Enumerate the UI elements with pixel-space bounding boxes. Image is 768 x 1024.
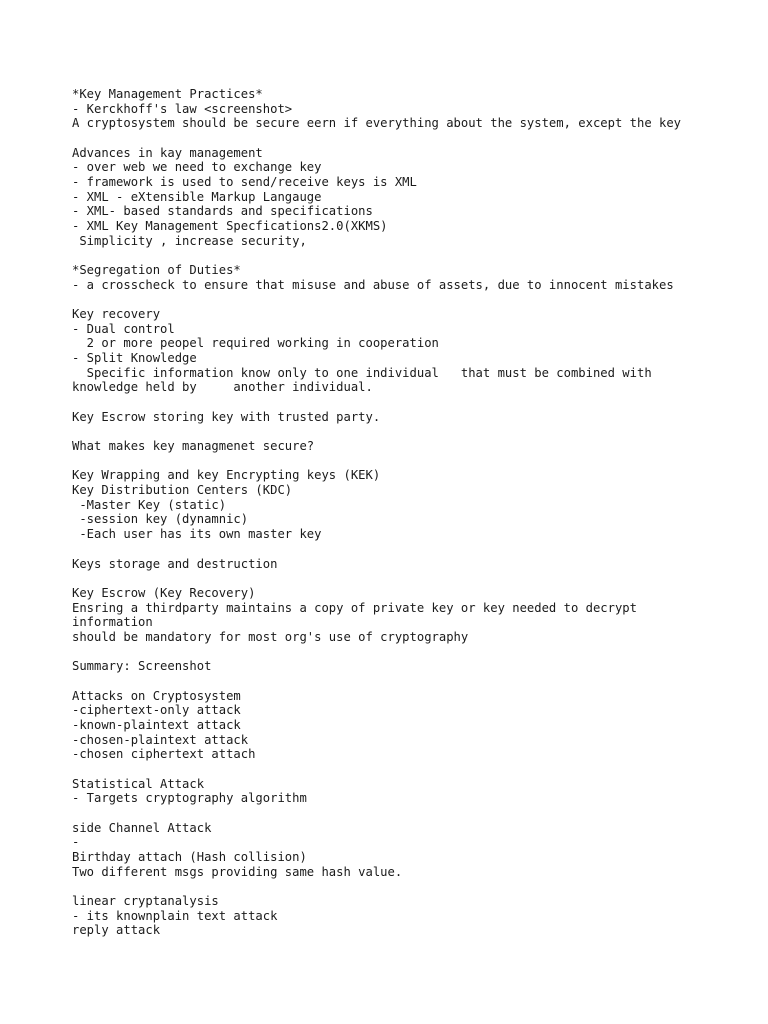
text-line: Keys storage and destruction — [72, 556, 278, 571]
text-line: - framework is used to send/receive keys is XML — [72, 175, 417, 190]
text-line: *Segregation of Duties* — [72, 263, 241, 278]
text-line: Advances in kay management — [72, 145, 263, 160]
text-line: Two different msgs providing same hash value. — [72, 864, 403, 879]
blank-line — [72, 571, 752, 586]
blank-line — [72, 879, 752, 894]
document-page — [72, 87, 752, 938]
text-line: Key Wrapping and key Encrypting keys (KEK) — [72, 468, 381, 483]
blank-line — [72, 762, 752, 777]
blank-line — [72, 131, 752, 146]
text-line: - XML- based standards and specifications — [72, 204, 373, 219]
text-line: Birthday attach (Hash collision) — [72, 849, 307, 864]
text-line: Key Escrow (Key Recovery) — [72, 585, 256, 600]
text-line: - Split Knowledge — [72, 351, 197, 366]
text-line: Key Escrow storing key with trusted party. — [72, 409, 381, 424]
text-line: Attacks on Cryptosystem — [72, 688, 241, 703]
blank-line — [72, 645, 752, 660]
blank-line — [72, 395, 752, 410]
text-line: - XML - eXtensible Markup Langauge — [72, 189, 322, 204]
text-line: - a crosscheck to ensure that misuse and abuse of assets, due to innocent mistakes — [72, 277, 674, 292]
text-line: Key Distribution Centers (KDC) — [72, 483, 293, 498]
text-line: - Targets cryptography algorithm — [72, 791, 307, 806]
text-line: linear cryptanalysis — [72, 893, 219, 908]
text-line: What makes key managmenet secure? — [72, 439, 315, 454]
text-line: -Each user has its own master key — [72, 527, 322, 542]
text-line: Specific information know only to one individual that must be combined with — [72, 365, 652, 380]
blank-line — [72, 674, 752, 689]
text-line: should be mandatory for most org's use of cryptography — [72, 629, 469, 644]
text-line: Key recovery — [72, 307, 161, 322]
text-line: information — [72, 615, 153, 630]
text-line: - — [72, 835, 80, 850]
text-line: Statistical Attack — [72, 776, 205, 791]
text-line: -known-plaintext attack — [72, 717, 241, 732]
text-line: - over web we need to exchange key — [72, 160, 322, 175]
blank-line — [72, 292, 752, 307]
text-line: reply attack — [72, 923, 161, 938]
blank-line — [72, 424, 752, 439]
blank-line — [72, 806, 752, 821]
text-line: 2 or more peopel required working in cooperation — [72, 336, 439, 351]
blank-line — [72, 454, 752, 469]
text-line: - Dual control — [72, 321, 175, 336]
text-line: A cryptosystem should be secure eern if everything about the system, except the key — [72, 116, 682, 131]
text-line: -ciphertext-only attack — [72, 703, 241, 718]
text-line: - Kerckhoff's law <screenshot> — [72, 101, 293, 116]
text-line: Ensring a thirdparty maintains a copy of private key or key needed to decrypt — [72, 600, 637, 615]
text-line: -chosen-plaintext attack — [72, 732, 249, 747]
text-line: *Key Management Practices* — [72, 87, 263, 101]
text-line: Summary: Screenshot — [72, 659, 212, 674]
text-line: -Master Key (static) — [72, 497, 227, 512]
text-line: Simplicity , increase security, — [72, 233, 307, 248]
text-line: - XML Key Management Specfications2.0(XKMS) — [72, 219, 388, 234]
blank-line — [72, 248, 752, 263]
text-line: knowledge held by another individual. — [72, 380, 373, 395]
text-line: -session key (dynamnic) — [72, 512, 249, 527]
blank-line — [72, 542, 752, 557]
text-line: side Channel Attack — [72, 820, 212, 835]
text-line: -chosen ciphertext attach — [72, 747, 256, 762]
text-line: - its knownplain text attack — [72, 908, 278, 923]
